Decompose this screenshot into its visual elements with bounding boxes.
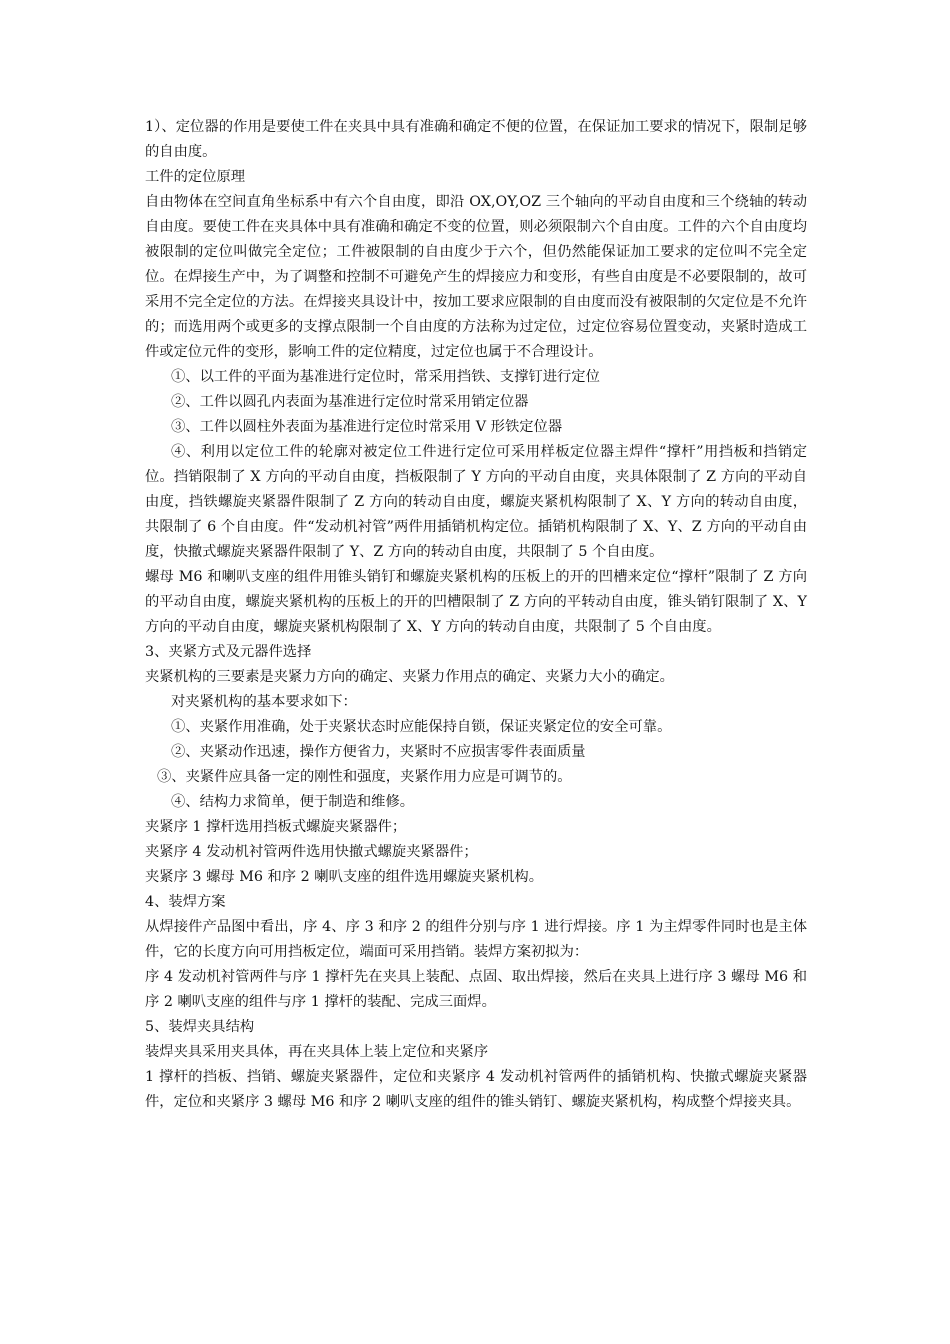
list-item-requirement-4: ④、结构力求简单，便于制造和维修。 [171,794,415,810]
paragraph-fixture-details: 1 撑杆的挡板、挡销、螺旋夹紧器件，定位和夹紧序 4 发动机衬管两件的插销机构、快撤式螺旋夹紧器件，定位和夹紧序 3 螺母 M6 和序 2 喇叭支座的组件的锥头销钉、螺旋夹紧机构，构成整个焊接夹具。 [145,1069,807,1110]
paragraph-fixture-body: 装焊夹具采用夹具体，再在夹具体上装上定位和夹紧序 [145,1044,489,1060]
paragraph-contour-positioning [145,440,807,565]
list-item-requirement-2: ②、夹紧动作迅速，操作方便省力，夹紧时不应损害零件表面质量 [171,744,586,760]
paragraph-locator-function: 1）、定位器的作用是要使工件在夹具中具有准确和确定不便的位置，在保证加工要求的情况下，限制足够的自由度。 [145,119,807,160]
list-item-requirement-1: ①、夹紧作用准确，处于夹紧状态时应能保持自锁，保证夹紧定位的安全可靠。 [171,719,672,735]
list-item-hole-positioning: ②、工件以圆孔内表面为基准进行定位时常采用销定位器 [171,394,529,410]
document-body [145,115,807,1115]
paragraph-clamping-elements: 夹紧机构的三要素是夹紧力方向的确定、夹紧力作用点的确定、夹紧力大小的确定。 [145,669,674,685]
paragraph-degrees-of-freedom: 自由物体在空间直角坐标系中有六个自由度，即沿 OX,OY,OZ 三个轴向的平动自由度和三个绕轴的转动自由度。要使工件在夹具体中具有准确和确定不变的位置，则必须限制六个自由度。工件的六个自由度均被限制的定位叫做完全定位；工件被限制的自由度少于六个，但仍然能保证加工要求的定位叫不完全定位。在焊接生产中，为了调整和控制不可避免产生的焊接应力和变形，有些自由度是不必要限制的，故可采用不完全定位的方法。在焊接夹具设计中，按加工要求应限制的自由度而没有被限制的欠定位是不允许的；而选用两个或更多的支撑点限制一个自由度的方法称为过定位，过定位容易位置变动，夹紧时造成工件或定位元件的变形，影响工件的定位精度，过定位也属于不合理设计。 [145,194,807,360]
paragraph-clamp-3: 夹紧序 3 螺母 M6 和序 2 喇叭支座的组件选用螺旋夹紧机构。 [145,869,544,885]
paragraph-clamping-requirements: 对夹紧机构的基本要求如下： [171,694,357,710]
heading-positioning-principle: 工件的定位原理 [145,169,246,185]
paragraph-clamp-4: 夹紧序 4 发动机衬管两件选用快撤式螺旋夹紧器件； [145,844,478,860]
heading-clamping-method: 3、夹紧方式及元器件选择 [145,644,312,660]
contour-positioning-text: ④、利用以定位工件的轮廓对被定位工件进行定位可采用样板定位器主焊件“撑杆”用挡板和挡销定位。挡销限制了 X 方向的平动自由度，挡板限制了 Y 方向的平动自由度，夹具体限制了 Z 方向的平动自由度，挡铁螺旋夹紧器件限制了 Z 方向的转动自由度，螺旋夹紧机构限制了 X、Y 方向的转动自由度，共限制了 6 个自由度。件“发动机衬管”两件用插销机构定位。插销机构限制了 X、Y、Z 方向的平动自由度，快撤式螺旋夹紧器件限制了 Y、Z 方向的转动自由度，共限制了 5 个自由度。 [145,444,807,560]
heading-assembly-plan: 4、装焊方案 [145,894,226,910]
list-item-requirement-3: ③、夹紧件应具备一定的刚性和强度，夹紧作用力应是可调节的。 [157,769,572,785]
paragraph-assembly-sequence: 序 4 发动机衬管两件与序 1 撑杆先在夹具上装配、点固、取出焊接，然后在夹具上进行序 3 螺母 M6 和序 2 喇叭支座的组件与序 1 撑杆的装配、完成三面焊。 [145,969,807,1010]
list-item-plane-positioning: ①、以工件的平面为基准进行定位时，常采用挡铁、支撑钉进行定位 [171,369,600,385]
paragraph-clamp-1: 夹紧序 1 撑杆选用挡板式螺旋夹紧器件； [145,819,407,835]
list-item-cylinder-positioning: ③、工件以圆柱外表面为基准进行定位时常采用 V 形铁定位器 [171,419,563,435]
paragraph-nut-m6-positioning: 螺母 M6 和喇叭支座的组件用锥头销钉和螺旋夹紧机构的压板上的开的凹槽来定位“撑杆”限制了 Z 方向的平动自由度，螺旋夹紧机构的压板上的开的凹槽限制了 Z 方向的平转动自由度，锥头销钉限制了 X、Y 方向的平动自由度，螺旋夹紧机构限制了 X、Y 方向的转动自由度，共限制了 5 个自由度。 [145,569,807,635]
heading-fixture-structure: 5、装焊夹具结构 [145,1019,255,1035]
paragraph-assembly-plan: 从焊接件产品图中看出，序 4、序 3 和序 2 的组件分别与序 1 进行焊接。序 1 为主焊零件同时也是主体件，它的长度方向可用挡板定位，端面可采用挡销。装焊方案初拟为： [145,919,807,960]
